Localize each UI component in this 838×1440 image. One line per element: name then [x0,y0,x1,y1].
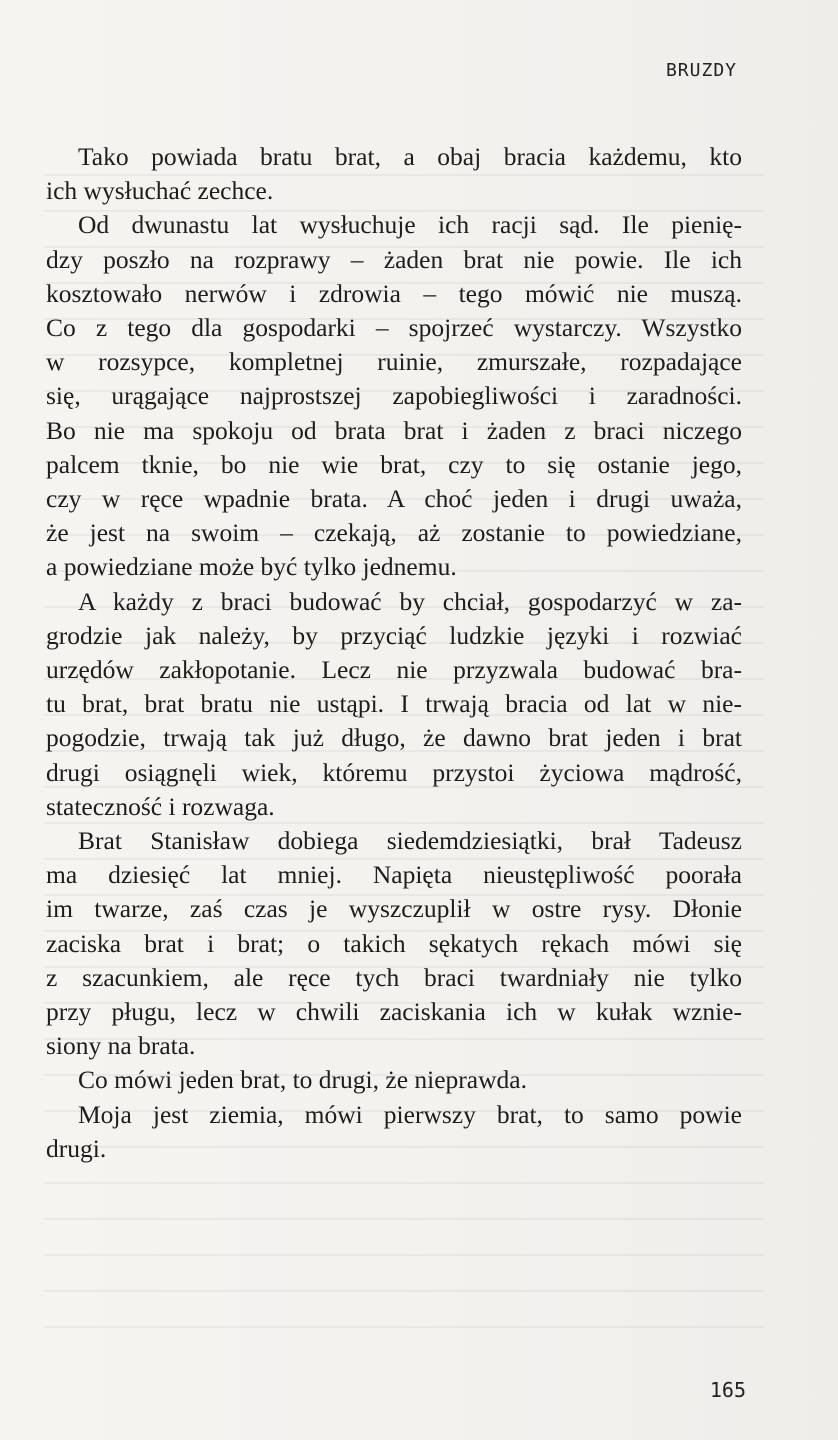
text-line: siony na brata. [46,1031,196,1061]
text-line: dzy poszło na rozprawy – żaden brat nie powie. Ile ich [46,244,742,274]
text-line: palcem tknie, bo nie wie brat, czy to się ostanie jego, [46,449,742,479]
page-number: 165 [709,1378,746,1402]
text-line: z szacunkiem, ale ręce tych braci twardniały nie tylko [46,962,742,992]
text-line: ma dziesięć lat mniej. Napięta nieustępliwość poorała [46,860,742,890]
text-line: Co z tego dla gospodarki – spojrzeć wystarczy. Wszystko [46,313,742,343]
text-line: kosztowało nerwów i zdrowia – tego mówić nie muszą. [46,278,742,308]
text-line: Moja jest ziemia, mówi pierwszy brat, to samo powie [78,1099,742,1129]
text-line: a powiedziane może być tylko jednemu. [46,552,457,582]
text-line: grodzie jak należy, by przyciąć ludzkie języki i rozwiać [46,620,742,650]
running-head: BRUZDY [665,60,737,81]
text-line: zaciska brat i brat; o takich sękatych rękach mówi się [46,928,742,958]
body-text [46,140,742,1166]
text-line: im twarze, zaś czas je wyszczuplił w ostre rysy. Dłonie [46,894,742,924]
text-line: A każdy z braci budować by chciał, gospodarzyć w za- [78,586,742,616]
text-line: tu brat, brat bratu nie ustąpi. I trwają bracia od lat w nie- [46,689,742,719]
text-line: stateczność i rozwaga. [46,791,275,821]
text-line: że jest na swoim – czekają, aż zostanie to powiedziane, [46,518,742,548]
text-line: Bo nie ma spokoju od brata brat i żaden z braci niczego [46,415,742,445]
text-line: czy w ręce wpadnie brata. A choć jeden i drugi uważa, [46,484,742,514]
text-line: w rozsypce, kompletnej ruinie, zmurszałe, rozpadające [46,347,742,377]
text-line: drugi osiągnęli wiek, któremu przystoi życiowa mądrość, [46,757,742,787]
text-line: przy pługu, lecz w chwili zaciskania ich w kułak wznie- [46,997,742,1027]
text-line: Co mówi jeden brat, to drugi, że nieprawda. [78,1065,527,1095]
text-line: Tako powiada bratu brat, a obaj bracia każdemu, kto [78,142,742,171]
text-line: Od dwunastu lat wysłuchuje ich racji sąd. Ile pienię- [78,210,742,240]
text-line: pogodzie, trwają tak już długo, że dawno brat jeden i brat [46,723,742,753]
text-line: drugi. [46,1133,107,1163]
text-line: Brat Stanisław dobiega siedemdziesiątki, brał Tadeusz [78,826,742,856]
text-line: ich wysłuchać zechce. [46,176,274,206]
text-line: urzędów zakłopotanie. Lecz nie przyzwala budować bra- [46,655,742,685]
text-line: się, urągające najprostszej zapobiegliwości i zaradności. [46,381,742,411]
